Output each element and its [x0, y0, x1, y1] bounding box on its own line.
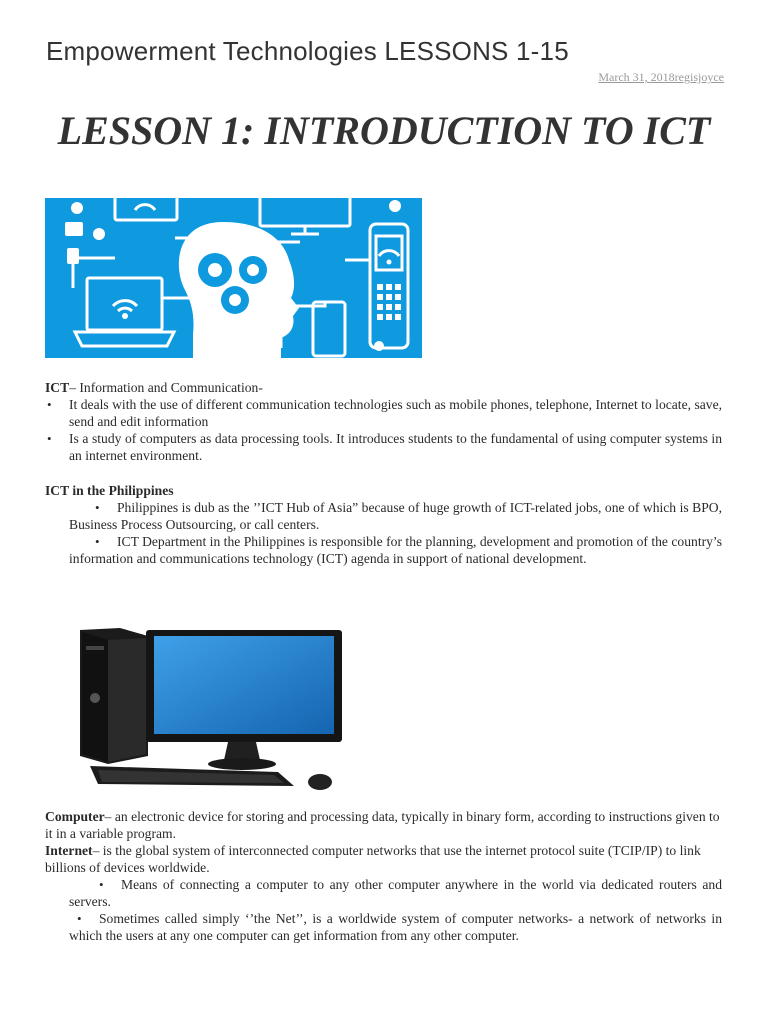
ict-illustration	[45, 198, 422, 358]
list-item: • It deals with the use of different communication technologies such as mobile phones, telephone, Internet to locate, save, send and edit information	[45, 396, 722, 430]
internet-term: Internet	[45, 843, 93, 858]
list-item: • Sometimes called simply ‘’the Net’’, is a worldwide system of computer networks- a network of networks in which the users at any one computer can get information from any other computer.	[45, 910, 722, 944]
philippines-heading: ICT in the Philippines	[45, 483, 174, 498]
internet-bullet-list	[45, 876, 722, 944]
list-item: • ICT Department in the Philippines is responsible for the planning, development and promotion of the country’s information and communications technology (ICT) agenda in support of national development.	[45, 533, 722, 567]
ict-definition	[45, 379, 722, 396]
computer-term: Computer	[45, 809, 105, 824]
list-item: • Means of connecting a computer to any other computer anywhere in the world via dedicated routers and servers.	[45, 876, 722, 910]
post-meta-link[interactable]: March 31, 2018regisjoyce	[598, 70, 724, 84]
internet-definition	[45, 842, 722, 876]
lesson-heading: LESSON 1: INTRODUCTION TO ICT	[57, 108, 711, 153]
desktop-computer-image	[68, 626, 344, 796]
ict-bullet-list	[45, 396, 722, 464]
list-item: • Is a study of computers as data processing tools. It introduces students to the fundamental of using computer systems in an internet environment.	[45, 430, 722, 464]
philippines-bullet-list	[45, 499, 722, 567]
ict-term: ICT	[45, 380, 70, 395]
computer-internet-section	[45, 808, 722, 944]
computer-definition	[45, 808, 722, 842]
internet-definition-text: – is the global system of interconnected computer networks that use the internet protocol suite (TCIP/IP) to link billions of devices worldwide.	[45, 843, 701, 875]
philippines-section	[45, 482, 722, 567]
ict-section	[45, 379, 722, 464]
page-title: Empowerment Technologies LESSONS 1-15	[46, 36, 569, 66]
computer-definition-text: – an electronic device for storing and processing data, typically in binary form, according to instructions given to it in a variable program.	[45, 809, 720, 841]
list-item: • Philippines is dub as the ’’ICT Hub of Asia” because of huge growth of ICT-related jobs, one of which is BPO, Business Process Outsourcing, or call centers.	[45, 499, 722, 533]
ict-definition-text: – Information and Communication-	[69, 380, 263, 395]
